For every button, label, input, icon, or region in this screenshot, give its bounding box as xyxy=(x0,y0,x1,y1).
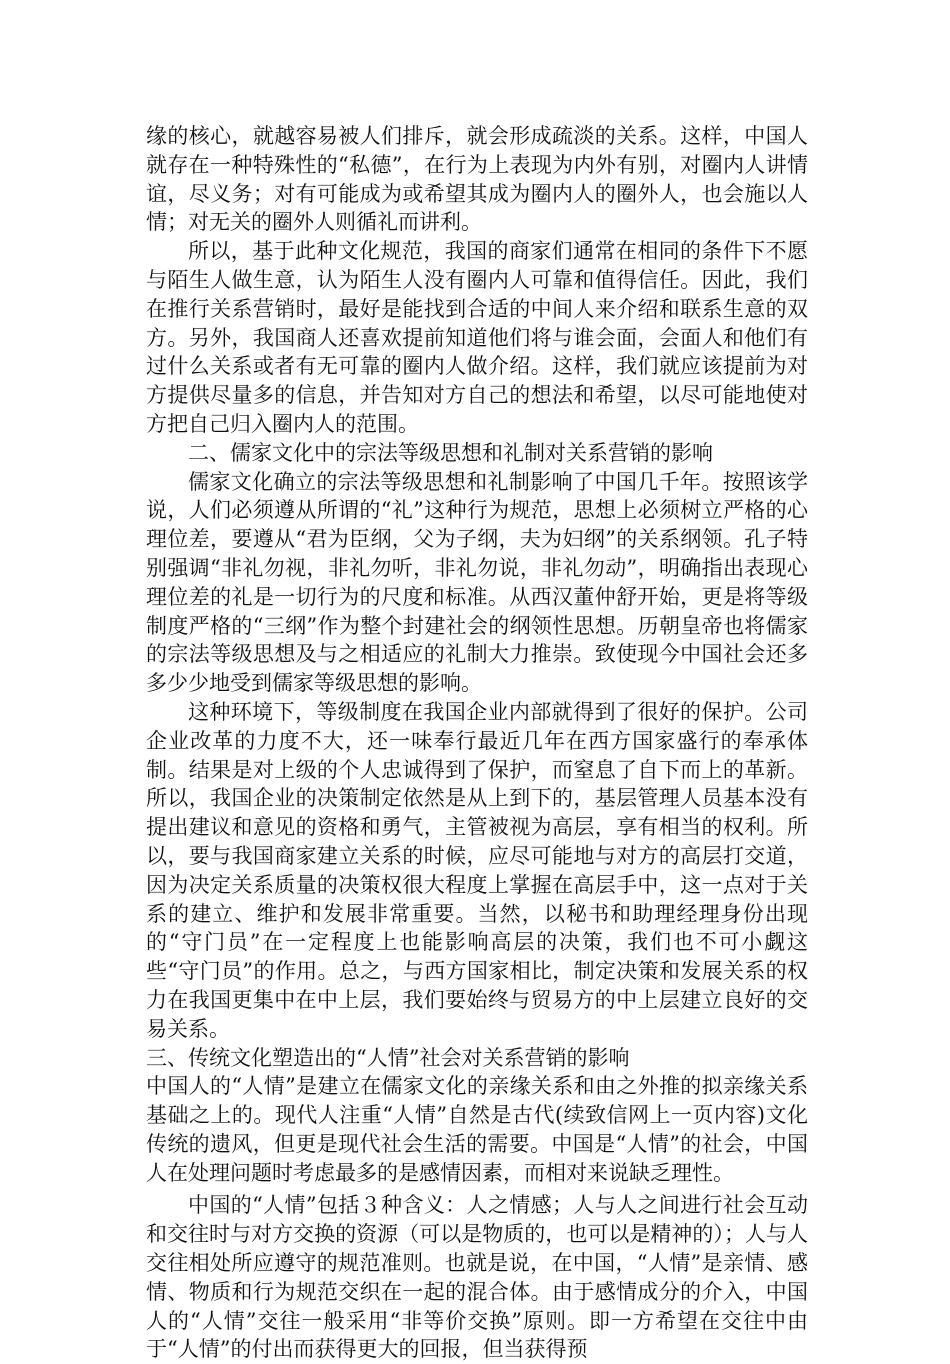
paragraph-2: 所以，基于此种文化规范，我国的商家们通常在相同的条件下不愿与陌生人做生意，认为陌生人没有圈内人可靠和值得信任。因此，我们在推行关系营销时，最好是能找到合适的中间人来介绍和联系生意的双方。另外，我国商人还喜欢提前知道他们将与谁会面，会面人和他们有过什么关系或者有无可靠的圈内人做介绍。这样，我们就应该提前为对方提供尽量多的信息，并告知对方自己的想法和希望，以尽可能地使对方把自己归入圈内人的范围。 xyxy=(146,239,808,436)
paragraph-3: 儒家文化确立的宗法等级思想和礼制影响了中国几千年。按照该学说，人们必须遵从所谓的“礼”这种行为规范，思想上必须树立严格的心理位差，要遵从“君为臣纲，父为子纲，夫为妇纲”的关系纲领。孔子特别强调“非礼勿视，非礼勿听，非礼勿说，非礼勿动”，明确指出表现心理位差的礼是一切行为的尺度和标准。从西汉董仲舒开始，更是将等级制度严格的“三纲”作为整个封建社会的纲领性思想。历朝皇帝也将儒家的宗法等级思想及与之相适应的礼制大力推崇。致使现今中国社会还多多少少地受到儒家等级思想的影响。 xyxy=(146,469,808,696)
paragraph-5: 中国人的“人情”是建立在儒家文化的亲缘关系和由之外推的拟亲缘关系基础之上的。现代人注重“人情”自然是古代(续致信网上一页内容)文化传统的遗风，但更是现代社会生活的需要。中国是“人情”的社会，中国人在处理问题时考虑最多的是感情因素，而相对来说缺乏理性。 xyxy=(146,1074,808,1185)
section-heading-3: 三、传统文化塑造出的“人情”社会对关系营销的影响 xyxy=(146,1045,630,1070)
paragraph-1: 缘的核心，就越容易被人们排斥，就会形成疏淡的关系。这样，中国人就存在一种特殊性的“私德”，在行为上表现为内外有别，对圈内人讲情谊，尽义务；对有可能成为或希望其成为圈内人的圈外人，也会施以人情；对无关的圈外人则循礼而讲利。 xyxy=(146,124,808,235)
paragraph-4: 这种环境下，等级制度在我国企业内部就得到了很好的保护。公司企业改革的力度不大，还一味奉行最近几年在西方国家盛行的奉承体制。结果是对上级的个人忠诚得到了保护，而窒息了自下而上的革新。所以，我国企业的决策制定依然是从上到下的，基层管理人员基本没有提出建议和意见的资格和勇气，主管被视为高层，享有相当的权利。所以，要与我国商家建立关系的时候，应尽可能地与对方的高层打交道，因为决定关系质量的决策权很大程度上掌握在高层手中，这一点对于关系的建立、维护和发展非常重要。当然，以秘书和助理经理身份出现的“守门员”在一定程度上也能影响高层的决策，我们也不可小觑这些“守门员”的作用。总之，与西方国家相比，制定决策和发展关系的权力在我国更集中在中上层，我们要始终与贸易方的中上层建立良好的交易关系。 xyxy=(146,699,808,1041)
paragraph-6: 中国的“人情”包括３种含义：人之情感；人与人之间进行社会互动和交往时与对方交换的资源（可以是物质的，也可以是精神的）；人与人交往相处所应遵守的规范准则。也就是说，在中国，“人情”是亲情、感情、物质和行为规范交织在一起的混合体。由于感情成分的介入，中国人的“人情”交往一般采用“非等价交换”原则。即一方希望在交往中由于“人情”的付出而获得更大的回报，但当获得预 xyxy=(146,1193,808,1362)
section-heading-2: 二、儒家文化中的宗法等级思想和礼制对关系营销的影响 xyxy=(188,440,713,465)
document-body xyxy=(146,122,808,1364)
